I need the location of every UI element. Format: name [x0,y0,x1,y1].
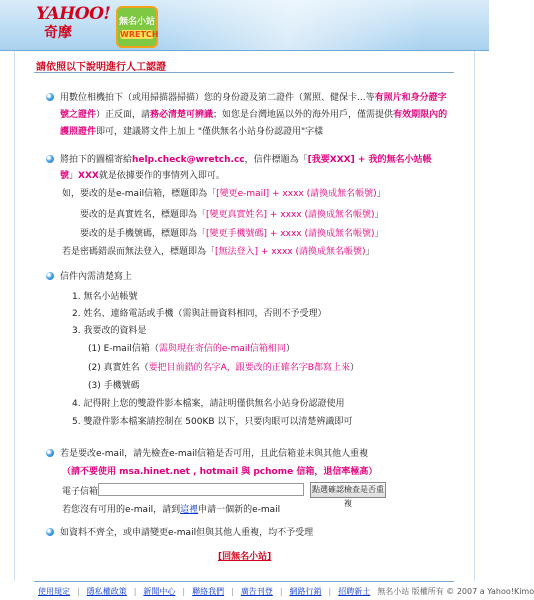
sec1-red-b: 號之證件 [60,110,97,120]
sec2-example-1 [62,186,386,199]
sec1-text-b2: ；如您是台灣地區以外的海外用戶，僅需提供 [213,110,394,120]
sec2-example-2 [80,207,384,220]
sec1-text-c: 即可，建議將文件上加上 "僅供無名小站身份認證用"字樣 [96,127,324,137]
sec3-item-3: 3. 我要改的資料是 [72,326,147,336]
bullet-icon [46,528,54,536]
bullet-icon [46,93,54,101]
sec3-item-1: 1. 無名小站帳號 [72,292,138,302]
check-duplicate-button[interactable]: 點選確認檢查是否重複 [310,482,386,498]
site-footer [38,586,534,597]
sec4-text-b2: 申請一個新的e-mail [198,505,281,515]
footer-separator: | [328,587,332,596]
page-title: 請依照以下說明進行人工認證 [36,62,166,73]
bullet-icon [46,155,54,163]
sec2-text-a: 將拍下的圖檔寄給 [60,155,133,165]
sec4-text-b: 若您沒有可用的e-mail，請到 [62,505,181,515]
sec1-text-b: ）正反面，請 [96,110,151,120]
sec2-red-b2: XXX [78,171,99,181]
example-suffix: 」 [374,229,384,239]
example-subject: [變更真實姓名] + xxxx (請換成無名帳號) [206,210,375,220]
footer-link-marketing[interactable]: 網路行銷 [289,587,322,596]
sec4-warning: （請不要使用 msa.hinet.net , hotmail 與 pchome 信箱，退信率極高） [62,467,378,477]
sec2-line1 [60,152,432,165]
sub-suffix: ） [285,344,295,354]
sec3-heading: 信件內需清楚寫上 [60,272,133,282]
example-subject: [變更e-mail] + xxxx (請換成無名帳號) [216,189,377,199]
footer-link-terms[interactable]: 使用規定 [38,587,70,596]
sec2-line2 [60,168,225,181]
sec2-red-b: 號 [60,171,70,181]
sec4-text-a: 若是要改e-mail，請先檢查e-mail信箱是否可用，且此信箱並未與其他人重複 [60,449,369,459]
sec1-line1 [60,90,447,103]
sec5-text: 如資料不齊全，或申請變更e-mail但與其他人重複，均不予受理 [60,528,314,538]
sec1-red-c: 護照證件 [60,127,97,137]
footer-separator: | [133,587,137,596]
bullet-icon [46,272,54,280]
sec4-line-b [62,502,280,515]
footer-link-contact[interactable]: 聯絡我們 [192,587,225,596]
sec2-text-b: 」 [69,171,79,181]
title-divider [34,72,454,73]
footer-link-privacy[interactable]: 隱私權政策 [86,587,127,596]
sec3-item-4: 4. 記得附上您的雙證件影本檔案，請註明僅供無名小站身份認證使用 [72,399,345,409]
sub-prefix: (2) 真實姓名（ [88,363,149,373]
sec3-item-5: 5. 雙證件影本檔案請控制在 500KB 以下，只要肉眼可以清楚辨識即可 [72,417,353,427]
example-prefix: 要改的是真實姓名，標題即為「 [80,210,207,220]
sec1-red-b3: 有效期限內的 [393,110,448,120]
footer-separator: | [231,587,234,596]
email-field[interactable] [98,483,304,496]
yahoo-logo[interactable]: YAHOO! [36,4,111,24]
example-suffix: 」 [374,210,384,220]
bullet-icon [46,449,54,457]
example-suffix: 」 [365,247,375,257]
site-header [0,0,489,51]
footer-link-ads[interactable]: 廣告刊登 [240,587,273,596]
example-suffix: 」 [376,189,386,199]
header-decoration [160,0,489,50]
sec2-example-4 [62,244,375,257]
footer-separator: | [182,587,186,596]
sec1-line3 [60,124,323,137]
sec1-line2 [60,107,447,120]
sec1-red-b2: 務必清楚可辨識 [150,110,214,120]
new-email-link[interactable]: 這裡 [180,505,199,515]
email-field-label: 電子信箱 [62,487,99,497]
sec2-red-a: [我要XXX] + 我的無名小站帳 [307,155,432,165]
help-email-address: help.check@wretch.cc [132,155,245,165]
example-subject: [變更手機號碼] + xxxx (請換成無名帳號) [206,229,375,239]
sec1-red-a: 有照片和身分證字 [374,93,447,103]
sec3-sub-1 [88,341,295,354]
sub-note: 需與現在寄信的e-mail信箱相同 [158,344,286,354]
footer-copyright: 無名小站 版權所有 © 2007 a Yahoo!Kimo [377,587,534,596]
example-prefix: 要改的是手機號碼，標題即為「 [80,229,207,239]
kimo-logo[interactable]: 奇摩 [44,25,72,41]
footer-link-news[interactable]: 新聞中心 [143,587,176,596]
sec2-text-b2: 就是依據要作的事情列入即可。 [98,171,225,181]
sec1-text-a: 用數位相機拍下（或用掃描器掃描）您的身份證及第二證件（駕照、健保卡...等 [60,93,375,103]
wretch-logo-en: WRETCH [120,30,159,39]
footer-separator: | [77,587,80,596]
example-prefix: 如，要改的是e-mail信箱，標題即為「 [62,189,217,199]
sec2-text-a2: ，信件標題為「 [244,155,308,165]
footer-separator: | [279,587,283,596]
sec3-item-2: 2. 姓名、連絡電話或手機（需與註冊資料相同，否則不予受理） [72,309,327,319]
sec3-sub-3: (3) 手機號碼 [88,381,140,391]
example-subject: [無法登入] + xxxx (請換成無名帳號) [215,247,366,257]
sub-note: 要把目前錯的名字A，跟要改的正確名字B都寫上來 [148,363,350,373]
wretch-logo[interactable] [116,6,158,48]
sec2-example-3 [80,226,384,239]
wretch-logo-cn: 無名小站 [118,17,155,27]
back-to-wretch-link[interactable]: [回無名小站] [218,552,272,562]
footer-link-jobs[interactable]: 招聘新士 [338,587,371,596]
sec3-sub-2 [88,360,359,373]
sub-prefix: (1) E-mail信箱（ [88,344,159,354]
footer-divider [34,581,454,582]
sub-suffix: ） [349,363,359,373]
example-prefix: 若是密碼錯誤而無法登入，標題即為「 [62,247,216,257]
